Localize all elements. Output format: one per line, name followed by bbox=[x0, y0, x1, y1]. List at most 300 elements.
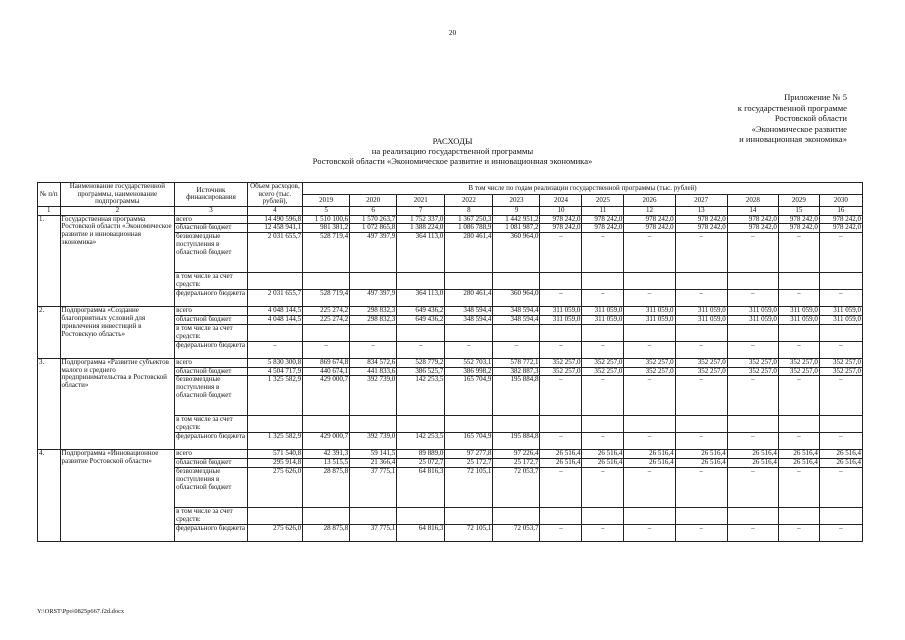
year-amount bbox=[582, 416, 624, 433]
year-amount bbox=[540, 324, 582, 341]
column-number: 9 bbox=[493, 206, 540, 215]
year-amount: 440 674,1 bbox=[303, 367, 350, 376]
total-amount bbox=[247, 324, 302, 341]
year-amount: 13 515,5 bbox=[303, 459, 350, 468]
year-amount: 195 884,8 bbox=[493, 433, 540, 450]
year-amount: 392 739,0 bbox=[350, 376, 397, 416]
header-year: 2026 bbox=[624, 194, 675, 206]
year-amount: 352 257,0 bbox=[624, 367, 675, 376]
year-amount bbox=[493, 324, 540, 341]
year-amount: 311 059,0 bbox=[675, 315, 727, 324]
year-amount bbox=[303, 324, 350, 341]
year-amount: 311 059,0 bbox=[540, 307, 582, 316]
year-amount bbox=[397, 416, 445, 433]
year-amount: 25 172,7 bbox=[493, 459, 540, 468]
year-amount bbox=[727, 273, 778, 290]
year-amount: – bbox=[582, 376, 624, 416]
year-amount: 311 059,0 bbox=[778, 315, 819, 324]
title-line: Ростовской области «Экономическое развитие и инновационная экономика» bbox=[312, 156, 593, 166]
year-amount: – bbox=[540, 467, 582, 507]
year-amount: 311 059,0 bbox=[727, 315, 778, 324]
header-year: 2025 bbox=[582, 194, 624, 206]
year-amount: 552 703,1 bbox=[445, 358, 493, 367]
year-amount: 26 516,4 bbox=[778, 459, 819, 468]
header-year: 2022 bbox=[445, 194, 493, 206]
header-number: № п/п bbox=[38, 183, 61, 207]
document-title bbox=[0, 136, 905, 166]
year-amount bbox=[350, 507, 397, 524]
year-amount: – bbox=[675, 376, 727, 416]
year-amount: – bbox=[350, 341, 397, 358]
year-amount: – bbox=[819, 433, 862, 450]
funding-source: в том числе за счет средств: bbox=[175, 507, 248, 524]
year-amount bbox=[445, 273, 493, 290]
year-amount: 352 257,0 bbox=[582, 367, 624, 376]
funding-source: безвозмездные поступления в областной бюджет bbox=[175, 376, 248, 416]
year-amount: 352 257,0 bbox=[819, 367, 862, 376]
year-amount: 528 719,4 bbox=[303, 290, 350, 307]
year-amount: – bbox=[819, 233, 862, 273]
year-amount: – bbox=[540, 341, 582, 358]
year-amount: 165 704,9 bbox=[445, 376, 493, 416]
appendix-line: и инновационная экономика» bbox=[739, 134, 847, 144]
year-amount bbox=[303, 416, 350, 433]
year-amount: 352 257,0 bbox=[675, 367, 727, 376]
year-amount: – bbox=[727, 467, 778, 507]
year-amount: 834 572,6 bbox=[350, 358, 397, 367]
header-name: Наименование государственной программы, наименование подпрограммы bbox=[60, 183, 175, 207]
year-amount: 429 000,7 bbox=[303, 376, 350, 416]
year-amount: 28 875,8 bbox=[303, 467, 350, 507]
year-amount: 72 053,7 bbox=[493, 524, 540, 541]
year-amount: 298 832,3 bbox=[350, 315, 397, 324]
year-amount: 352 257,0 bbox=[727, 358, 778, 367]
year-amount: – bbox=[727, 376, 778, 416]
year-amount: 981 381,2 bbox=[303, 224, 350, 233]
year-amount bbox=[727, 416, 778, 433]
funding-source: областной бюджет bbox=[175, 459, 248, 468]
total-amount: 295 914,8 bbox=[247, 459, 302, 468]
program-name: Подпрограмма «Инновационное развитие Ростовской области» bbox=[60, 450, 175, 542]
page-number: 20 bbox=[448, 28, 457, 37]
header-year: 2029 bbox=[778, 194, 819, 206]
year-amount: 441 833,6 bbox=[350, 367, 397, 376]
year-amount: 978 242,0 bbox=[582, 215, 624, 224]
year-amount: 352 257,0 bbox=[727, 367, 778, 376]
year-amount: 311 059,0 bbox=[819, 307, 862, 316]
year-amount: 64 816,3 bbox=[397, 524, 445, 541]
year-amount: 72 105,1 bbox=[445, 467, 493, 507]
year-amount bbox=[778, 273, 819, 290]
total-amount: 14 490 596,8 bbox=[247, 215, 302, 224]
year-amount: 1 388 224,0 bbox=[397, 224, 445, 233]
year-amount: 1 442 951,2 bbox=[493, 215, 540, 224]
year-amount: 195 884,8 bbox=[493, 376, 540, 416]
program-name: Подпрограмма «Развитие субъектов малого и среднего предпринимательства в Ростовской области» bbox=[60, 358, 175, 450]
year-amount: 64 816,3 bbox=[397, 467, 445, 507]
year-amount bbox=[819, 507, 862, 524]
year-amount: 42 391,3 bbox=[303, 450, 350, 459]
year-amount: 528 719,4 bbox=[303, 233, 350, 273]
year-amount: – bbox=[540, 524, 582, 541]
column-number: 6 bbox=[350, 206, 397, 215]
year-amount: 26 516,4 bbox=[778, 450, 819, 459]
year-amount: 978 242,0 bbox=[819, 224, 862, 233]
year-amount: 26 516,4 bbox=[819, 459, 862, 468]
total-amount: 5 830 300,8 bbox=[247, 358, 302, 367]
year-amount: 1 570 263,7 bbox=[350, 215, 397, 224]
year-amount: 26 516,4 bbox=[675, 450, 727, 459]
total-amount: 275 626,0 bbox=[247, 467, 302, 507]
year-amount: 386 525,7 bbox=[397, 367, 445, 376]
year-amount: 978 242,0 bbox=[727, 215, 778, 224]
year-amount: 1 752 337,0 bbox=[397, 215, 445, 224]
year-amount: – bbox=[493, 341, 540, 358]
total-amount: 1 325 582,9 bbox=[247, 433, 302, 450]
table-row bbox=[38, 215, 863, 224]
funding-source: всего bbox=[175, 215, 248, 224]
year-amount bbox=[445, 324, 493, 341]
year-amount: 165 704,9 bbox=[445, 433, 493, 450]
year-amount: 348 594,4 bbox=[493, 307, 540, 316]
header-year: 2021 bbox=[397, 194, 445, 206]
year-amount: 97 277,8 bbox=[445, 450, 493, 459]
year-amount bbox=[493, 273, 540, 290]
year-amount bbox=[624, 416, 675, 433]
year-amount: – bbox=[819, 524, 862, 541]
year-amount: – bbox=[675, 524, 727, 541]
year-amount: 25 072,7 bbox=[397, 459, 445, 468]
program-name: Государственная программа Ростовской области «Экономическое развитие и инновационная экономика» bbox=[60, 215, 175, 307]
year-amount: – bbox=[819, 467, 862, 507]
year-amount: 311 059,0 bbox=[675, 307, 727, 316]
table-row bbox=[38, 307, 863, 316]
year-amount: 978 242,0 bbox=[624, 215, 675, 224]
header-year: 2023 bbox=[493, 194, 540, 206]
year-amount: 26 516,4 bbox=[540, 459, 582, 468]
year-amount: – bbox=[675, 433, 727, 450]
year-amount: 26 516,4 bbox=[675, 459, 727, 468]
year-amount: – bbox=[727, 433, 778, 450]
year-amount bbox=[624, 324, 675, 341]
file-path-footer: Y:\ORST\Ppo\0825p667.f2d.docx bbox=[37, 608, 125, 615]
column-number: 12 bbox=[624, 206, 675, 215]
column-number: 3 bbox=[175, 206, 248, 215]
year-amount: 978 242,0 bbox=[675, 215, 727, 224]
year-amount bbox=[397, 507, 445, 524]
column-number: 1 bbox=[38, 206, 61, 215]
year-amount bbox=[493, 416, 540, 433]
year-amount: 978 242,0 bbox=[819, 215, 862, 224]
year-amount bbox=[675, 507, 727, 524]
year-amount: 978 242,0 bbox=[624, 224, 675, 233]
year-amount: 360 964,0 bbox=[493, 233, 540, 273]
year-amount: 28 875,8 bbox=[303, 524, 350, 541]
total-amount: – bbox=[247, 341, 302, 358]
year-amount bbox=[819, 416, 862, 433]
funding-source: областной бюджет bbox=[175, 224, 248, 233]
year-amount: 37 775,1 bbox=[350, 467, 397, 507]
column-number: 2 bbox=[60, 206, 175, 215]
header-year: 2019 bbox=[303, 194, 350, 206]
year-amount: – bbox=[778, 290, 819, 307]
year-amount: – bbox=[675, 341, 727, 358]
year-amount: 97 226,4 bbox=[493, 450, 540, 459]
year-amount: – bbox=[778, 433, 819, 450]
header-numbers-row bbox=[38, 206, 863, 215]
year-amount: 978 242,0 bbox=[675, 224, 727, 233]
year-amount: – bbox=[445, 341, 493, 358]
total-amount bbox=[247, 416, 302, 433]
funding-source: федерального бюджета bbox=[175, 524, 248, 541]
year-amount: 1 072 865,8 bbox=[350, 224, 397, 233]
year-amount bbox=[350, 273, 397, 290]
appendix-line: Ростовской области bbox=[774, 113, 847, 123]
total-amount: 4 504 717,9 bbox=[247, 367, 302, 376]
column-number: 13 bbox=[675, 206, 727, 215]
year-amount: – bbox=[582, 433, 624, 450]
year-amount: 72 105,1 bbox=[445, 524, 493, 541]
year-amount: 352 257,0 bbox=[582, 358, 624, 367]
year-amount bbox=[624, 273, 675, 290]
total-amount: 12 458 941,1 bbox=[247, 224, 302, 233]
total-amount: 1 325 582,9 bbox=[247, 376, 302, 416]
year-amount: – bbox=[624, 376, 675, 416]
year-amount bbox=[303, 507, 350, 524]
year-amount bbox=[778, 416, 819, 433]
year-amount bbox=[819, 273, 862, 290]
column-number: 10 bbox=[540, 206, 582, 215]
funding-source: всего bbox=[175, 450, 248, 459]
funding-source: в том числе за счет средств: bbox=[175, 416, 248, 433]
column-number: 7 bbox=[397, 206, 445, 215]
year-amount: 978 242,0 bbox=[778, 224, 819, 233]
year-amount: 382 887,3 bbox=[493, 367, 540, 376]
year-amount: 364 113,0 bbox=[397, 233, 445, 273]
header-year: 2030 bbox=[819, 194, 862, 206]
title-line: на реализацию государственной программы bbox=[371, 146, 534, 156]
section-number: 4. bbox=[38, 450, 61, 542]
year-amount: 348 594,4 bbox=[445, 307, 493, 316]
funding-source: областной бюджет bbox=[175, 367, 248, 376]
funding-source: безвозмездные поступления в областной бюджет bbox=[175, 233, 248, 273]
year-amount: 978 242,0 bbox=[778, 215, 819, 224]
funding-source: федерального бюджета bbox=[175, 290, 248, 307]
year-amount: 352 257,0 bbox=[778, 358, 819, 367]
year-amount bbox=[350, 324, 397, 341]
year-amount: 352 257,0 bbox=[675, 358, 727, 367]
total-amount bbox=[247, 273, 302, 290]
year-amount: – bbox=[540, 376, 582, 416]
year-amount: – bbox=[778, 524, 819, 541]
year-amount: – bbox=[727, 341, 778, 358]
column-number: 11 bbox=[582, 206, 624, 215]
section-number: 1. bbox=[38, 215, 61, 307]
year-amount: 364 113,0 bbox=[397, 290, 445, 307]
year-amount: – bbox=[540, 290, 582, 307]
year-amount: 142 253,5 bbox=[397, 433, 445, 450]
total-amount bbox=[247, 507, 302, 524]
funding-source: всего bbox=[175, 358, 248, 367]
year-amount bbox=[624, 507, 675, 524]
year-amount: 26 516,4 bbox=[819, 450, 862, 459]
year-amount bbox=[493, 507, 540, 524]
year-amount: – bbox=[624, 290, 675, 307]
funding-source: всего bbox=[175, 307, 248, 316]
year-amount: 311 059,0 bbox=[727, 307, 778, 316]
year-amount: – bbox=[819, 341, 862, 358]
year-amount: – bbox=[675, 467, 727, 507]
year-amount bbox=[819, 324, 862, 341]
year-amount: 978 242,0 bbox=[582, 224, 624, 233]
year-amount: – bbox=[624, 233, 675, 273]
funding-source: федерального бюджета bbox=[175, 433, 248, 450]
year-amount: – bbox=[778, 376, 819, 416]
year-amount: – bbox=[675, 233, 727, 273]
year-amount: 72 053,7 bbox=[493, 467, 540, 507]
appendix-line: «Экономическое развитие bbox=[751, 123, 847, 134]
year-amount: 311 059,0 bbox=[819, 315, 862, 324]
table-body bbox=[38, 215, 863, 541]
column-number: 5 bbox=[303, 206, 350, 215]
year-amount: 26 516,4 bbox=[624, 459, 675, 468]
total-amount: 2 031 655,7 bbox=[247, 233, 302, 273]
year-amount: 26 516,4 bbox=[727, 459, 778, 468]
year-amount bbox=[675, 324, 727, 341]
total-amount: 4 048 144,5 bbox=[247, 307, 302, 316]
year-amount: 352 257,0 bbox=[778, 367, 819, 376]
year-amount: 392 739,0 bbox=[350, 433, 397, 450]
year-amount: 280 461,4 bbox=[445, 290, 493, 307]
year-amount: – bbox=[582, 341, 624, 358]
column-number: 14 bbox=[727, 206, 778, 215]
year-amount: 869 674,8 bbox=[303, 358, 350, 367]
header-year: 2020 bbox=[350, 194, 397, 206]
column-number: 15 bbox=[778, 206, 819, 215]
section-number: 3. bbox=[38, 358, 61, 450]
year-amount: 649 436,2 bbox=[397, 307, 445, 316]
year-amount bbox=[350, 416, 397, 433]
year-amount: 26 516,4 bbox=[727, 450, 778, 459]
year-amount: – bbox=[582, 467, 624, 507]
year-amount: – bbox=[778, 341, 819, 358]
year-amount: 1 086 788,9 bbox=[445, 224, 493, 233]
year-amount bbox=[582, 273, 624, 290]
total-amount: 571 540,8 bbox=[247, 450, 302, 459]
year-amount: 280 461,4 bbox=[445, 233, 493, 273]
year-amount: 59 141,5 bbox=[350, 450, 397, 459]
header-year: 2027 bbox=[675, 194, 727, 206]
year-amount: 298 832,3 bbox=[350, 307, 397, 316]
year-amount: – bbox=[727, 233, 778, 273]
year-amount: 360 964,0 bbox=[493, 290, 540, 307]
column-number: 8 bbox=[445, 206, 493, 215]
year-amount: 497 397,9 bbox=[350, 290, 397, 307]
header-total: Объем расходов, всего (тыс. рублей), bbox=[247, 183, 302, 207]
year-amount: 311 059,0 bbox=[778, 307, 819, 316]
year-amount: 142 253,5 bbox=[397, 376, 445, 416]
year-amount bbox=[445, 416, 493, 433]
header-years-group: В том числе по годам реализации государственной программы (тыс. рублей) bbox=[303, 183, 863, 195]
year-amount bbox=[727, 507, 778, 524]
year-amount: 21 366,4 bbox=[350, 459, 397, 468]
year-amount bbox=[675, 416, 727, 433]
year-amount: 25 172,7 bbox=[445, 459, 493, 468]
year-amount: 37 775,1 bbox=[350, 524, 397, 541]
year-amount: – bbox=[624, 341, 675, 358]
year-amount: 1 510 100,6 bbox=[303, 215, 350, 224]
year-amount bbox=[397, 324, 445, 341]
year-amount: – bbox=[540, 233, 582, 273]
year-amount: 352 257,0 bbox=[540, 367, 582, 376]
header-year: 2028 bbox=[727, 194, 778, 206]
year-amount: 1 367 250,3 bbox=[445, 215, 493, 224]
year-amount: 1 081 987,2 bbox=[493, 224, 540, 233]
column-number: 16 bbox=[819, 206, 862, 215]
year-amount bbox=[727, 324, 778, 341]
funding-source: областной бюджет bbox=[175, 315, 248, 324]
year-amount: 578 772,1 bbox=[493, 358, 540, 367]
year-amount: – bbox=[303, 341, 350, 358]
year-amount: 978 242,0 bbox=[727, 224, 778, 233]
year-amount bbox=[675, 273, 727, 290]
year-amount: 89 889,0 bbox=[397, 450, 445, 459]
year-amount bbox=[540, 273, 582, 290]
year-amount: 978 242,0 bbox=[540, 224, 582, 233]
year-amount bbox=[303, 273, 350, 290]
total-amount: 275 626,0 bbox=[247, 524, 302, 541]
funding-source: в том числе за счет средств: bbox=[175, 324, 248, 341]
total-amount: 4 048 144,5 bbox=[247, 315, 302, 324]
year-amount: 352 257,0 bbox=[540, 358, 582, 367]
year-amount: 528 779,2 bbox=[397, 358, 445, 367]
year-amount: 978 242,0 bbox=[540, 215, 582, 224]
year-amount: 26 516,4 bbox=[540, 450, 582, 459]
header-source: Источник финансирования bbox=[175, 183, 248, 207]
year-amount: – bbox=[582, 290, 624, 307]
year-amount bbox=[540, 416, 582, 433]
year-amount: – bbox=[582, 524, 624, 541]
year-amount: 225 274,2 bbox=[303, 307, 350, 316]
year-amount: – bbox=[727, 524, 778, 541]
year-amount: – bbox=[819, 376, 862, 416]
section-number: 2. bbox=[38, 307, 61, 359]
year-amount: 497 397,9 bbox=[350, 233, 397, 273]
year-amount: 26 516,4 bbox=[582, 450, 624, 459]
year-amount: 311 059,0 bbox=[624, 315, 675, 324]
table-row bbox=[38, 358, 863, 367]
year-amount: 311 059,0 bbox=[582, 307, 624, 316]
column-number: 4 bbox=[247, 206, 302, 215]
year-amount: – bbox=[397, 341, 445, 358]
year-amount bbox=[445, 507, 493, 524]
year-amount bbox=[582, 324, 624, 341]
expenses-table bbox=[37, 182, 863, 542]
year-amount: – bbox=[819, 290, 862, 307]
year-amount bbox=[540, 507, 582, 524]
program-name: Подпрограмма «Создание благоприятных условий для привлечения инвестиций в Ростовскую область» bbox=[60, 307, 175, 359]
year-amount bbox=[397, 273, 445, 290]
title-line: РАСХОДЫ bbox=[432, 136, 473, 146]
total-amount: 2 031 655,7 bbox=[247, 290, 302, 307]
header-year: 2024 bbox=[540, 194, 582, 206]
year-amount: 649 436,2 bbox=[397, 315, 445, 324]
year-amount: 386 998,2 bbox=[445, 367, 493, 376]
year-amount: 352 257,0 bbox=[624, 358, 675, 367]
year-amount: 348 594,4 bbox=[445, 315, 493, 324]
funding-source: безвозмездные поступления в областной бюджет bbox=[175, 467, 248, 507]
year-amount: 348 594,4 bbox=[493, 315, 540, 324]
